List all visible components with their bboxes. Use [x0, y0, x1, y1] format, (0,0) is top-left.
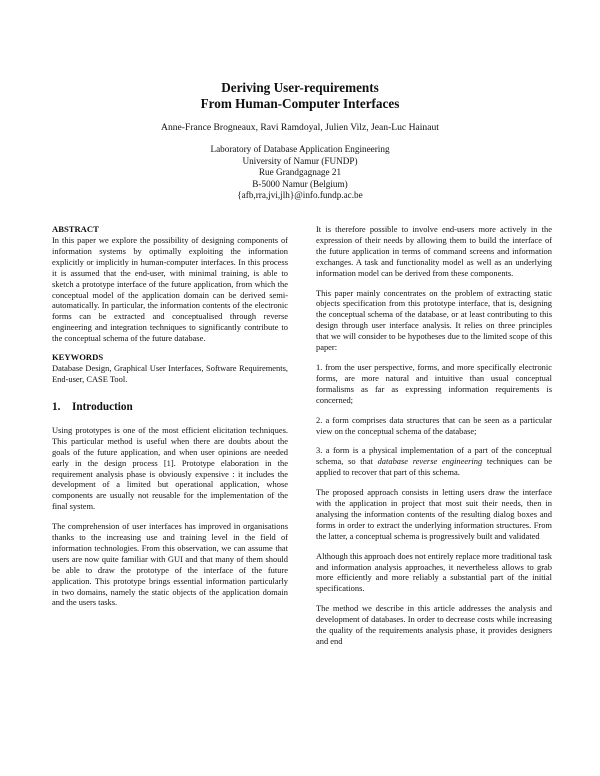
keywords-text: Database Design, Graphical User Interfaces, Software Requirements, End-user, CASE Tool. [52, 363, 288, 384]
abstract-heading: ABSTRACT [52, 224, 99, 234]
hypothesis-item-3-end: techniques can be applied to recover that part of this schema. [316, 456, 552, 478]
section-heading-introduction [52, 400, 288, 414]
right-paragraph-5: The method we describe in this article addresses the analysis and development of databases. In order to decrease costs while increasing the quality of the requirements analysis phase, it provides designers and end [316, 603, 552, 646]
right-paragraph-3: The proposed approach consists in letting users draw the interface with the application in project that most suit their needs, then in analysing the information contents of the resulting dialog boxes and forms in order to extract the underlying information structures. From the latter, a conceptual schema is progressively built and validated [316, 487, 552, 541]
right-paragraph-1: It is therefore possible to involve end-users more actively in the expression of their needs by allowing them to build the interface of the future application in terms of command screens and information exchanges. A task and functionality model as well as an underlying information model can be derived from these components. [316, 224, 552, 278]
affiliation-lab: Laboratory of Database Application Engineering [210, 144, 390, 154]
abstract-text: In this paper we explore the possibility of designing components of information systems by optimally exploiting the information explicitly or implicitly in human-computer interfaces. In this process it is assumed that the end-user, with minimal training, is able to sketch a prototype interface of the future application, from which the conceptual model of the application domain can be derived semi-automatically. In particular, the information contents of the electronic forms can be extracted and conceptualised through reverse engineering and integration techniques to significantly contribute to the conceptual schema of the future database. [52, 235, 288, 344]
keywords-heading: KEYWORDS [52, 352, 104, 363]
affiliation-university: University of Namur (FUNDP) [242, 155, 358, 166]
hypothesis-item-2: 2. a form comprises data structures that can be seen as a particular view on the conceptual schema of the database; [316, 414, 552, 436]
intro-paragraph-1: Using prototypes is one of the most efficient elicitation techniques. This particular method is useful when there are doubts about the goals of the future application, and when user opinions are needed early in the design process [1]. Prototype elaboration in the requirement analysis phase is obviously expensive : it includes the development of a limited but operational application, whose components are usually not reusable for the implementation of the final system. [52, 424, 288, 512]
section-title: Introduction [72, 400, 133, 413]
right-column [316, 224, 552, 647]
hypothesis-item-3-emphasis: database reverse engineering [377, 456, 483, 467]
section-number: 1. [52, 400, 61, 413]
right-paragraph-4: Although this approach does not entirely replace more traditional task and information analysis approaches, it nevertheless allows to grab more efficiently and more reliably a substantial part of the initial specifications. [316, 550, 552, 594]
affiliation-block [0, 144, 600, 202]
title-line-1: Deriving User-requirements [221, 80, 379, 95]
right-paragraph-2: This paper mainly concentrates on the problem of extracting static objects specification from this prototype interface, that is, designing the conceptual schema of the database, or at least contributing to this design through user interface analysis. It relies on three principles that we will consider to be hypotheses due to the limited scope of this paper: [316, 287, 552, 353]
paper-title [0, 80, 600, 112]
affiliation-email: {afb,rra,jvi,jlh}@info.fundp.ac.be [237, 190, 363, 200]
title-line-2: From Human-Computer Interfaces [200, 96, 400, 111]
left-column [52, 224, 288, 608]
intro-paragraph-2: The comprehension of user interfaces has improved in organisations thanks to the increasing use and training level in the field of information technologies. From this observation, we can assume that users are now quite familiar with GUI and that many of them should be able to draw the prototype of the interface of the future application. This prototype brings essential information particularly in two domains, namely the static objects of the application domain and the users tasks. [52, 521, 288, 608]
author-list: Anne-France Brogneaux, Ravi Ramdoyal, Julien Vilz, Jean-Luc Hainaut [161, 122, 439, 133]
affiliation-city: B-5000 Namur (Belgium) [252, 178, 348, 189]
hypothesis-item-1: 1. from the user perspective, forms, and more specifically electronic forms, are more natural and intuitive than usual conceptual formalisms as far as expressing information requirements is concerned; [316, 361, 552, 405]
affiliation-street: Rue Grandgagnage 21 [258, 167, 342, 177]
hypothesis-item-3 [316, 445, 552, 478]
hypothesis-item-3-start: 3. a form is a physical implementation of a part of the conceptual schema, so that [316, 445, 552, 467]
